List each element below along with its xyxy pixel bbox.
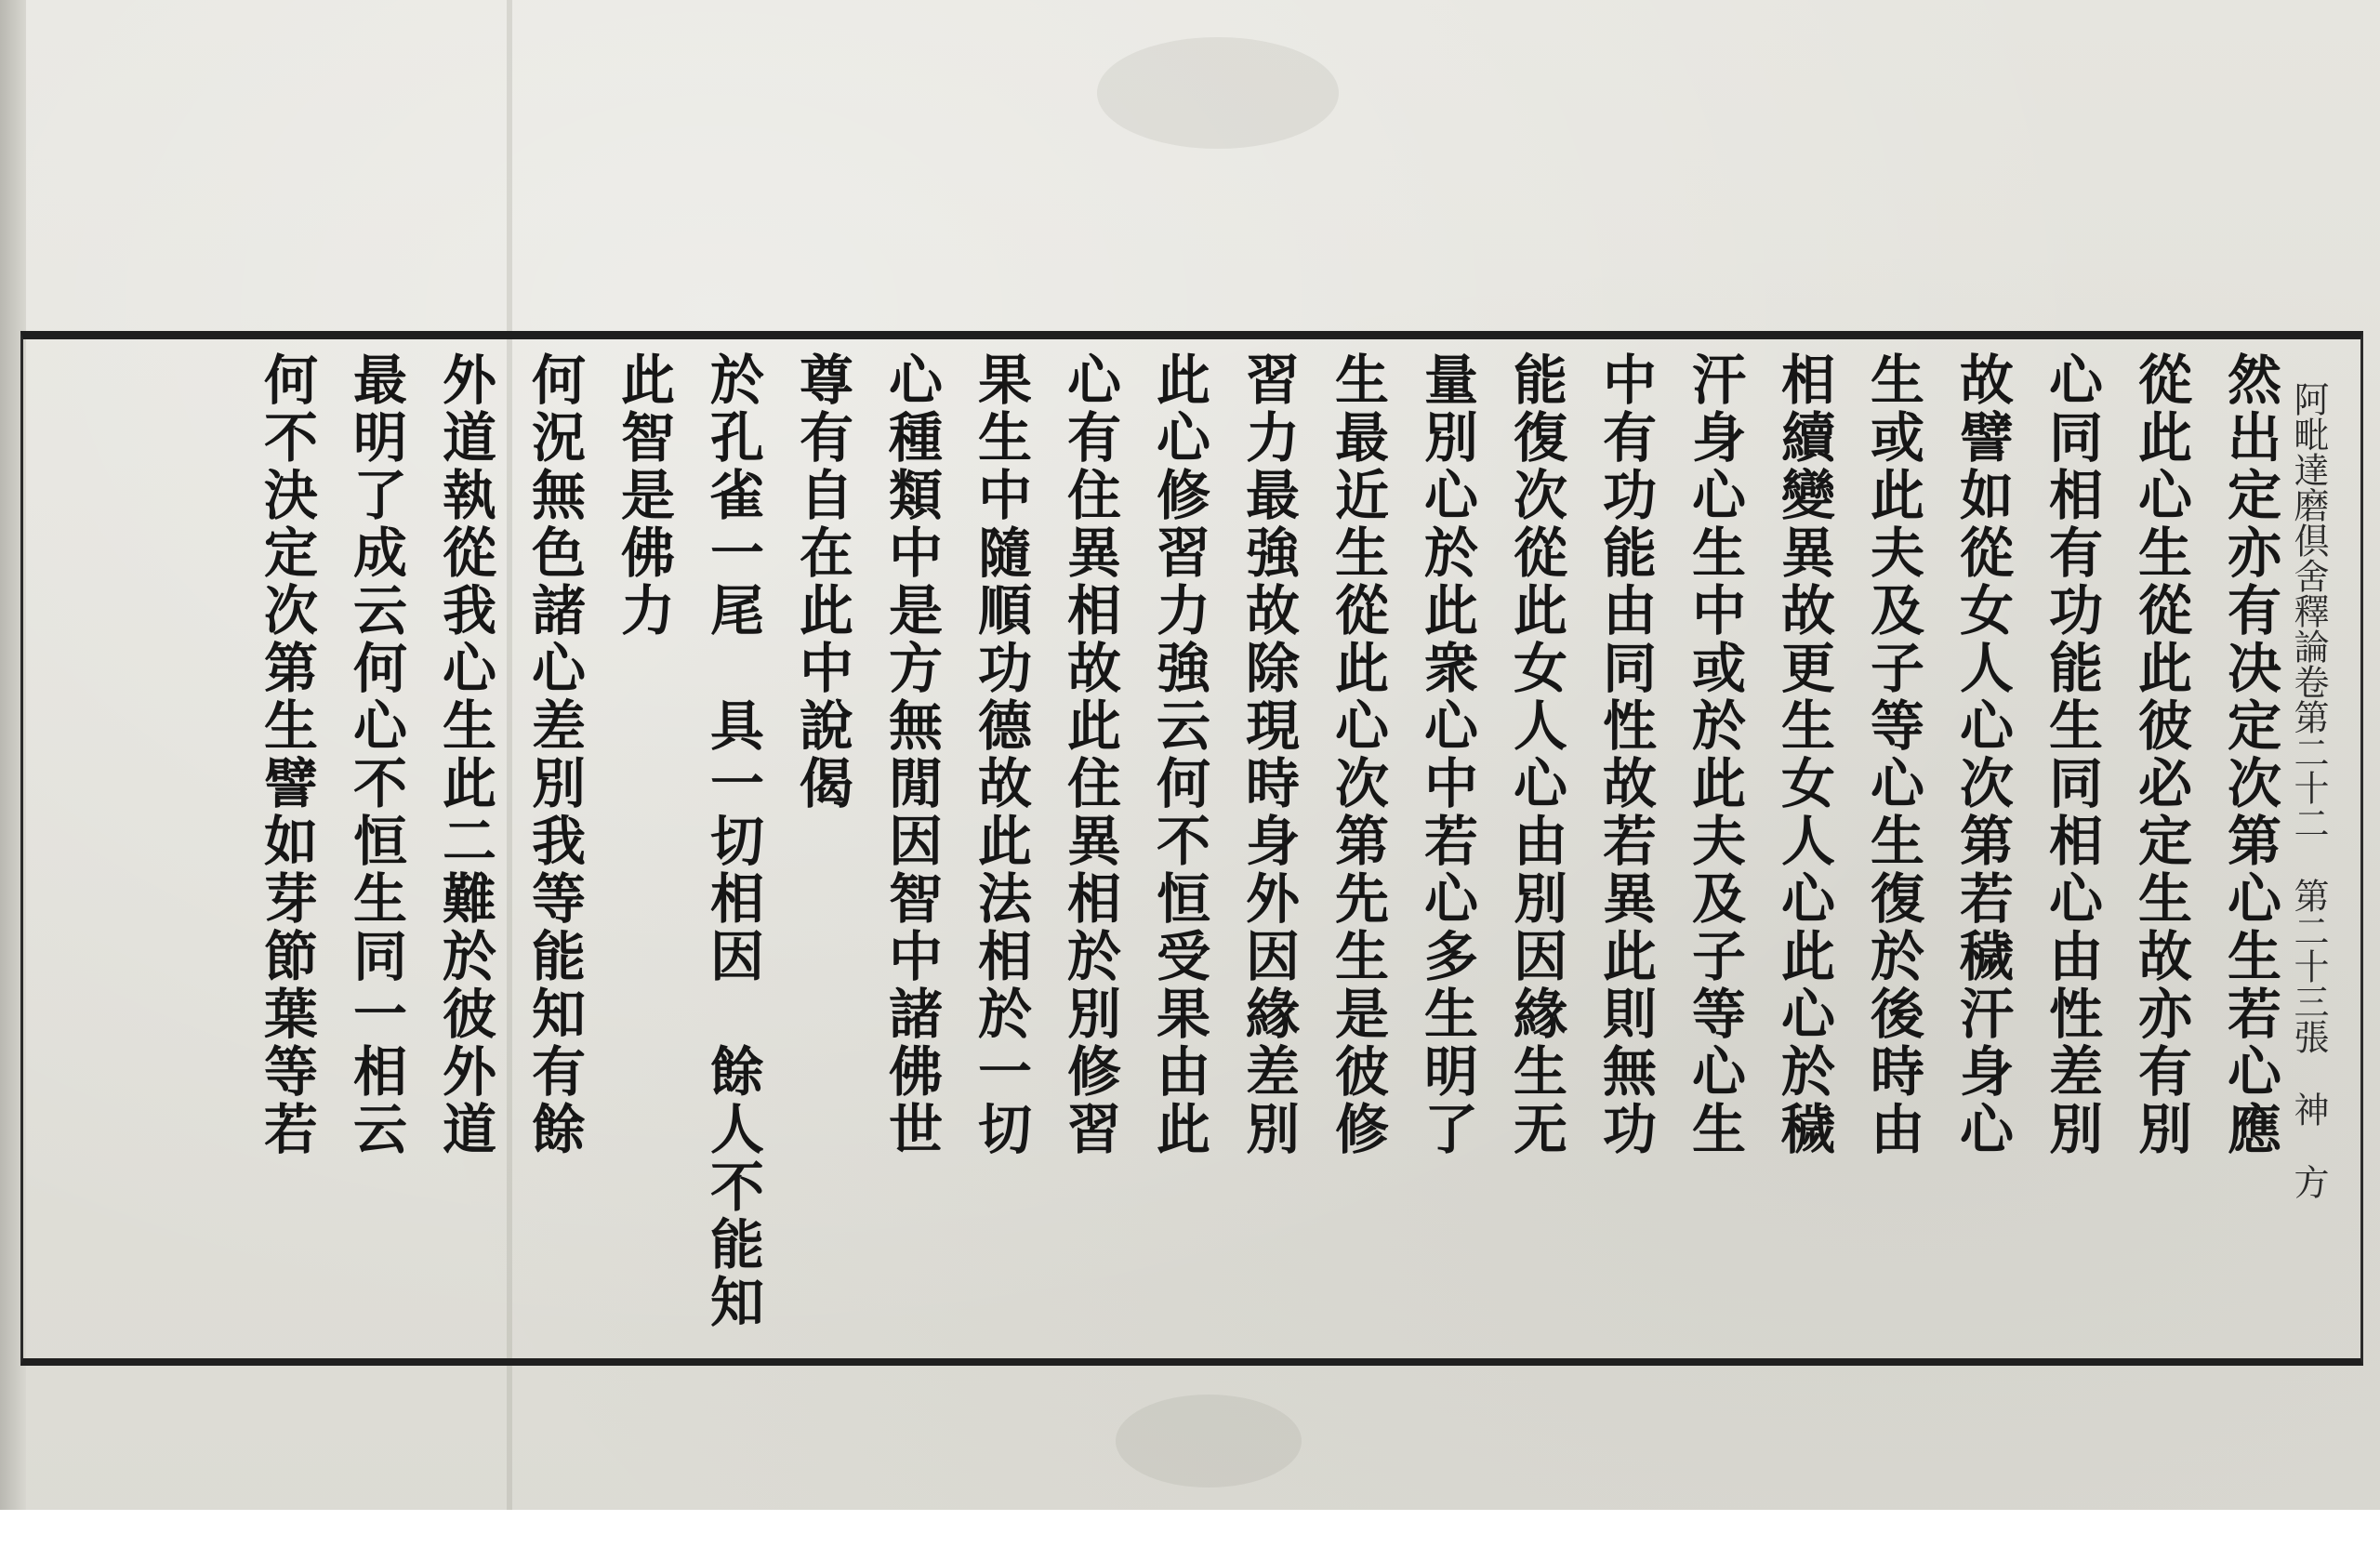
text-column: 何況無色諸心差別我等能知有餘 xyxy=(522,351,586,1158)
verse-column: 此智是佛力 xyxy=(612,351,675,640)
text-column: 心有住異相故此住異相於別修習 xyxy=(1058,351,1121,1158)
text-column: 故譬如從女人心次第若穢汗身心 xyxy=(1950,351,2014,1158)
text-column: 相續變異故更生女人心此心於穢 xyxy=(1772,351,1835,1158)
margin-title: 阿毗達磨倶舍釋論卷第二十二 xyxy=(2288,381,2329,840)
text-column: 量別心於此衆心中若心多生明了 xyxy=(1415,351,1478,1158)
text-column: 心種類中是方無閒因智中諸佛世 xyxy=(879,351,943,1158)
text-column: 尊有自在此中說偈 xyxy=(790,351,853,813)
paper-stain xyxy=(1097,37,1339,149)
margin-extra: 方 xyxy=(2288,1164,2329,1199)
text-column: 生或此夫及子等心生復於後時由 xyxy=(1861,351,1924,1158)
text-column: 從此心生從此彼必定生故亦有別 xyxy=(2129,351,2192,1158)
text-column: 此心修習力強云何不恒受果由此 xyxy=(1147,351,1210,1158)
verse-column: 於孔雀一尾 具一切相因 餘人不能知 xyxy=(701,351,764,1331)
text-column: 生最近生從此心次第先生是彼修 xyxy=(1326,351,1389,1158)
text-column: 何不決定次第生譬如芽節葉等若 xyxy=(255,351,318,1158)
text-columns xyxy=(147,351,2294,1346)
text-column: 中有功能由同性故若異此則無功 xyxy=(1593,351,1657,1158)
text-column: 果生中隨順功德故此法相於一切 xyxy=(969,351,1032,1158)
text-column: 汗身心生中或於此夫及子等心生 xyxy=(1683,351,1746,1158)
scan-bottom-margin xyxy=(0,1510,2380,1547)
text-column: 外道執從我心生此二難於彼外道 xyxy=(433,351,496,1158)
text-column: 心同相有功能生同相心由性差別 xyxy=(2040,351,2103,1158)
text-column: 能復次從此女人心由別因緣生无 xyxy=(1504,351,1567,1158)
margin-mark: 神 xyxy=(2288,1091,2329,1127)
text-column: 最明了成云何心不恒生同一相云 xyxy=(344,351,407,1158)
text-column: 習力最強故除現時身外因緣差別 xyxy=(1236,351,1300,1158)
margin-page-number: 第二十三張 xyxy=(2288,878,2329,1054)
text-column: 然出定亦有决定次第心生若心應 xyxy=(2218,351,2281,1158)
paper-stain xyxy=(1116,1395,1302,1488)
